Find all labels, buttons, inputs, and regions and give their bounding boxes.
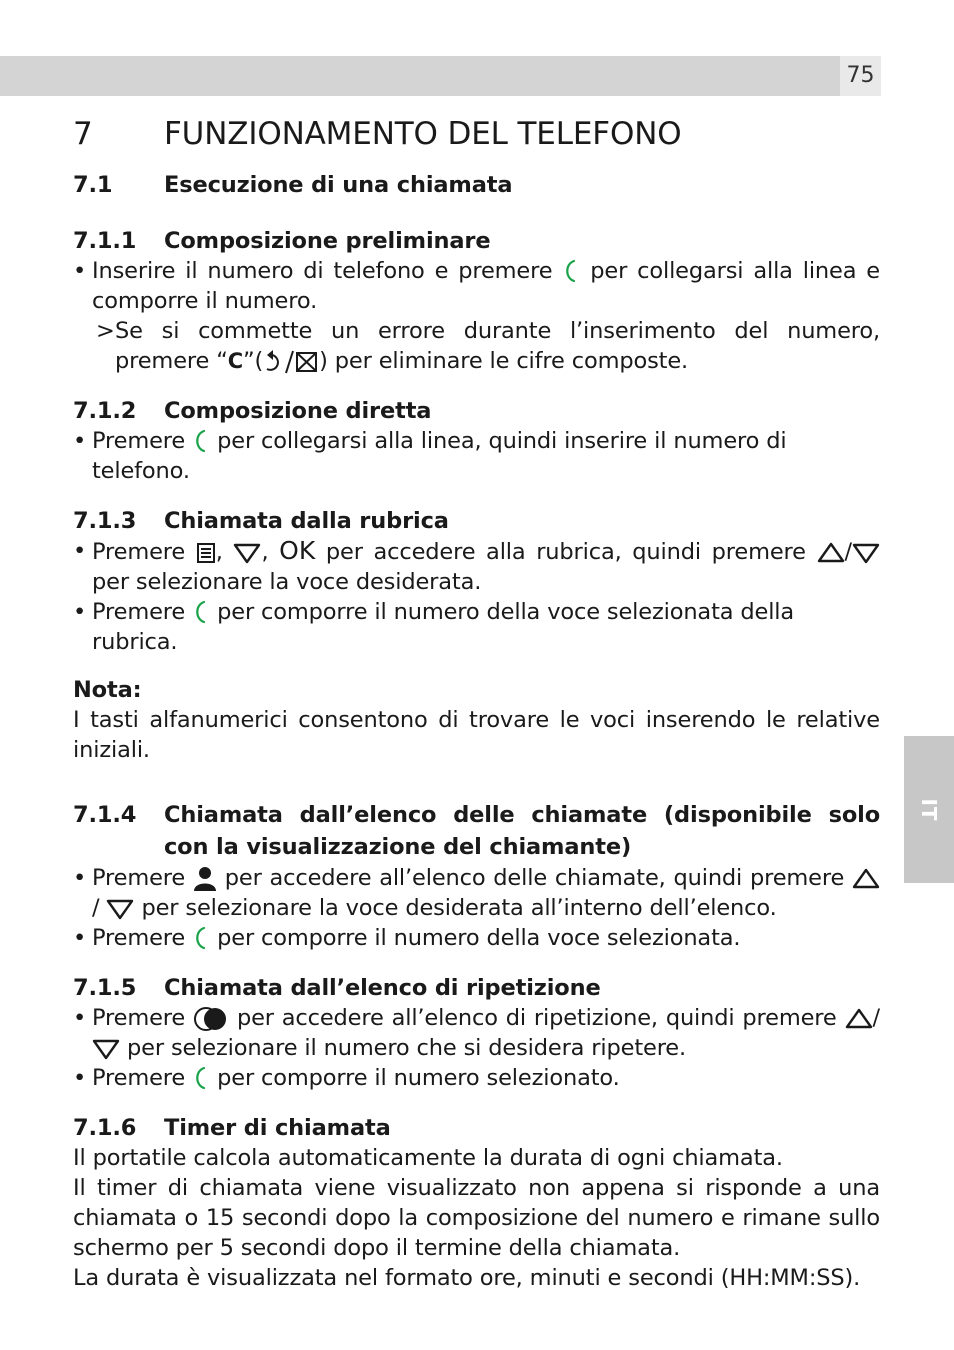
note-label: Nota: xyxy=(73,677,142,703)
subsection-number: 7.1.5 xyxy=(73,975,137,1001)
bullet-text: Premere xyxy=(92,1005,186,1031)
sub-text: per eliminare le cifre composte. xyxy=(334,348,689,374)
bullet-mark: • xyxy=(73,925,87,951)
bullet-item xyxy=(73,1063,880,1093)
bullet-text: Premere xyxy=(92,1065,186,1091)
bullet-text: per comporre il numero selezionato. xyxy=(217,1065,620,1091)
talk-icon xyxy=(192,429,210,455)
slash: / xyxy=(92,895,100,921)
bullet-item xyxy=(73,923,880,953)
bullet-mark: • xyxy=(73,865,87,891)
ok-key-label: OK xyxy=(279,536,316,565)
bullet-item xyxy=(73,256,880,316)
bullet-text: per collegarsi alla linea e comporre il numero. xyxy=(92,258,880,314)
subsection-heading-7-1-3 xyxy=(73,506,880,536)
subsection-title: Composizione diretta xyxy=(164,398,432,424)
down-arrow-icon xyxy=(233,542,261,564)
bullet-mark: • xyxy=(73,428,87,454)
slash: / xyxy=(872,1005,880,1031)
paragraph: La durata è visualizzata nel formato ore, minuti e secondi (HH:MM:SS). xyxy=(73,1265,861,1291)
bullet-item xyxy=(73,863,880,923)
bullet-text: Premere xyxy=(92,539,186,565)
bullet-text: Inserire il numero di telefono e premere xyxy=(92,258,553,284)
page-content xyxy=(73,112,880,1293)
talk-icon xyxy=(192,600,210,626)
bullet-text: per selezionare la voce desiderata. xyxy=(92,569,482,595)
chapter-number: 7 xyxy=(73,116,93,152)
bullet-mark: • xyxy=(73,1005,87,1031)
language-tab xyxy=(904,736,954,883)
bullet-item xyxy=(73,1003,880,1063)
quote-close: ”( xyxy=(243,348,264,374)
paren-close: ) xyxy=(319,348,328,374)
talk-icon xyxy=(562,259,580,285)
bullet-item xyxy=(73,597,880,657)
sub-mark: > xyxy=(96,318,115,344)
talk-icon xyxy=(192,926,210,952)
bullet-text: Premere xyxy=(92,925,186,951)
paragraph: Il timer di chiamata viene visualizzato non appena si risponde a una chiamata o 15 secondi dopo la composizione del numero e rimane sullo schermo per 5 secondi dopo il termine della chiamata. xyxy=(73,1175,880,1261)
bullet-item xyxy=(73,426,880,486)
up-arrow-icon xyxy=(817,542,845,564)
bullet-text: Premere xyxy=(92,865,186,891)
page-number: 75 xyxy=(840,56,881,96)
comma: , xyxy=(215,539,223,565)
subsection-heading-7-1-5 xyxy=(73,973,880,1003)
slash: / xyxy=(844,539,852,565)
bullet-text: per comporre il numero della voce selezionata della rubrica. xyxy=(92,599,795,655)
bullet-text: per collegarsi alla linea, quindi inserire il numero di telefono. xyxy=(92,428,787,484)
up-arrow-icon xyxy=(852,868,880,890)
subsection-title: Chiamata dall’elenco di ripetizione xyxy=(164,975,601,1001)
sub-text: Se si commette un errore durante l’inserimento del numero, premere xyxy=(115,318,880,374)
header-bar xyxy=(0,56,840,96)
paragraph: Il portatile calcola automaticamente la durata di ogni chiamata. xyxy=(73,1145,783,1171)
bullet-text: per accedere all’elenco di ripetizione, quindi premere xyxy=(236,1005,837,1031)
bullet-text: Premere xyxy=(92,599,186,625)
section-heading-7-1 xyxy=(73,170,880,200)
bullet-mark: • xyxy=(73,599,87,625)
subsection-title: Timer di chiamata xyxy=(164,1115,391,1141)
bullet-mark: • xyxy=(73,258,87,284)
subsection-number: 7.1.3 xyxy=(73,508,137,534)
sub-item xyxy=(96,316,880,376)
menu-icon xyxy=(196,542,216,564)
subsection-title: Chiamata dall’elenco delle chiamate (disponibile solo con la visualizzazione del chiamante) xyxy=(164,802,880,860)
chapter-heading xyxy=(73,112,880,156)
bullet-text: per accedere alla rubrica, quindi premere xyxy=(325,539,806,565)
bullet-text: per selezionare il numero che si desidera ripetere. xyxy=(127,1035,686,1061)
bullet-item xyxy=(73,536,880,597)
comma: , xyxy=(261,539,269,565)
bullet-mark: • xyxy=(73,538,87,564)
subsection-title: Composizione preliminare xyxy=(164,228,491,254)
note-text: I tasti alfanumerici consentono di trovare le voci inserendo le relative iniziali. xyxy=(73,707,880,763)
subsection-heading-7-1-2 xyxy=(73,396,880,426)
up-arrow-icon xyxy=(845,1008,873,1030)
bullet-mark: • xyxy=(73,1065,87,1091)
bullet-text: per comporre il numero della voce selezionata. xyxy=(217,925,741,951)
section-number: 7.1 xyxy=(73,172,113,198)
c-key-label: C xyxy=(227,349,243,373)
redial-icon xyxy=(193,1006,229,1032)
bullet-text: per accedere all’elenco delle chiamate, quindi premere xyxy=(224,865,845,891)
contact-icon xyxy=(193,866,217,892)
quote-open: “ xyxy=(216,348,228,374)
back-delete-icon xyxy=(263,348,319,376)
down-arrow-icon xyxy=(92,1038,120,1060)
subsection-number: 7.1.2 xyxy=(73,398,137,424)
bullet-text: per selezionare la voce desiderata all’interno dell’elenco. xyxy=(141,895,777,921)
down-arrow-icon xyxy=(852,542,880,564)
down-arrow-icon xyxy=(106,898,134,920)
subsection-heading-7-1-4 xyxy=(73,799,880,863)
section-title: Esecuzione di una chiamata xyxy=(164,172,513,198)
subsection-heading-7-1-1 xyxy=(73,226,880,256)
language-tab-label: IT xyxy=(917,797,941,822)
subsection-number: 7.1.4 xyxy=(73,802,137,828)
talk-icon xyxy=(192,1066,210,1092)
subsection-heading-7-1-6 xyxy=(73,1113,880,1143)
subsection-title: Chiamata dalla rubrica xyxy=(164,508,449,534)
bullet-text: Premere xyxy=(92,428,186,454)
subsection-number: 7.1.1 xyxy=(73,228,137,254)
chapter-title: FUNZIONAMENTO DEL TELEFONO xyxy=(164,116,682,152)
subsection-number: 7.1.6 xyxy=(73,1115,137,1141)
